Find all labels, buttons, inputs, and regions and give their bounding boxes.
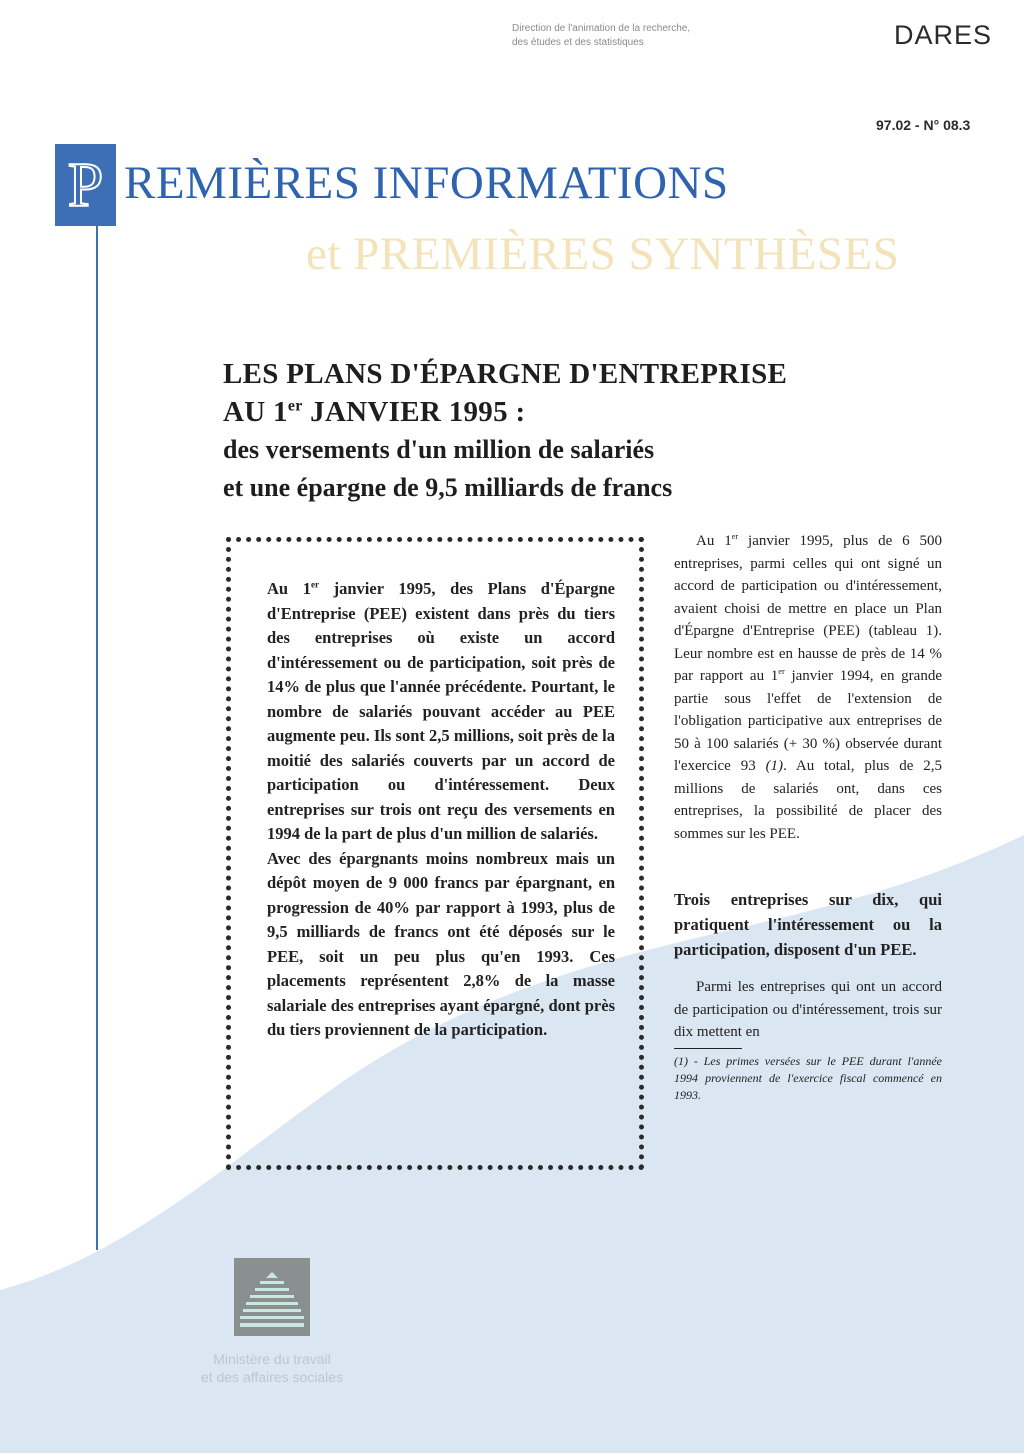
footnote: (1) - Les primes versées sur le PEE durant l'année 1994 proviennent de l'exercice fiscal commencé en 1993. [674, 1053, 942, 1102]
header-dares: DARES [894, 20, 993, 50]
vertical-rule [96, 226, 98, 1250]
headline-line1: LES PLANS D'ÉPARGNE D'ENTREPRISE [223, 358, 788, 390]
summary-text [267, 577, 615, 1043]
header-org-line2: des études et des statistiques [512, 37, 644, 48]
summary-paragraph-2: Avec des épargnants moins nombreux mais un dépôt moyen de 9 000 francs par épargnant, en progression de 40% par rapport à 1993, plus de 9,5 milliards de francs ont été déposés sur le PEE, soit un peu plus qu'en 1993. Ces placements représentent 2,8% de la masse salariale des entreprises ayant épargné, dont près du tiers proviennent de la participation. [267, 848, 615, 1039]
summary-paragraph-1: Au 1er janvier 1995, des Plans d'Épargne d'Entreprise (PEE) existent dans près du tiers des entreprises où existe un accord d'intéressement ou de participation, soit près de 14% de plus que l'année précédente. Pourtant, le nombre de salariés pouvant accéder au PEE augmente peu. Ils sont 2,5 millions, soit près de la moitié des salariés couverts par un accord de participation ou d'intéressement. Deux entreprises sur trois ont reçu des versements en 1994 de la part de plus d'un million de salariés. [267, 579, 616, 843]
ministry-pyramid-logo-icon [234, 1258, 310, 1336]
masthead-title-line2: et PREMIÈRES SYNTHÈSES [306, 228, 900, 280]
header-org-line1: Direction de l'animation de la recherche, [512, 23, 691, 34]
headline-line2: AU 1er JANVIER 1995 : [223, 396, 526, 428]
ministry-name-line1: Ministère du travail [213, 1351, 331, 1367]
ministry-name-line2: et des affaires sociales [200, 1369, 344, 1385]
issue-number: 97.02 - N° 08.3 [876, 117, 971, 133]
body-paragraph-2: Parmi les entreprises qui ont un accord de participation ou d'intéressement, trois sur dix mettent en [674, 979, 942, 1040]
headline-line3: des versements d'un million de salariés [223, 435, 655, 464]
masthead-initial: P [67, 149, 104, 220]
body-column [674, 530, 942, 1104]
headline-line4: et une épargne de 9,5 milliards de francs [223, 473, 673, 502]
header-organization [512, 22, 772, 50]
footnote-rule [674, 1048, 742, 1049]
masthead-title-line1: REMIÈRES INFORMATIONS [124, 157, 729, 209]
body-paragraph-1: Au 1er janvier 1995, plus de 6 500 entreprises, parmi celles qui ont signé un accord de participation ou d'intéressement, avaient choisi de mettre en place un Plan d'Épargne d'Entreprise (PEE) (tableau 1). Leur nombre est en hausse de près de 14 % par rapport au 1er janvier 1994, en grande partie sous l'effet de l'extension de l'obligation participative aux entreprises de 50 à 100 salariés (+ 30 %) observée durant l'exercice 93 (1). Au total, plus de 2,5 millions de salariés ont, dans ces entreprises, la possibilité de placer des sommes sur les PEE. [674, 532, 942, 842]
masthead-initial-block [55, 144, 116, 226]
section-subheading: Trois entreprises sur dix, qui pratiquent l'intéressement ou la participation, disposent d'un PEE. [674, 890, 942, 959]
footnote-reference: (1) [765, 758, 784, 774]
article-headline [223, 355, 863, 507]
ministry-name [172, 1350, 372, 1386]
